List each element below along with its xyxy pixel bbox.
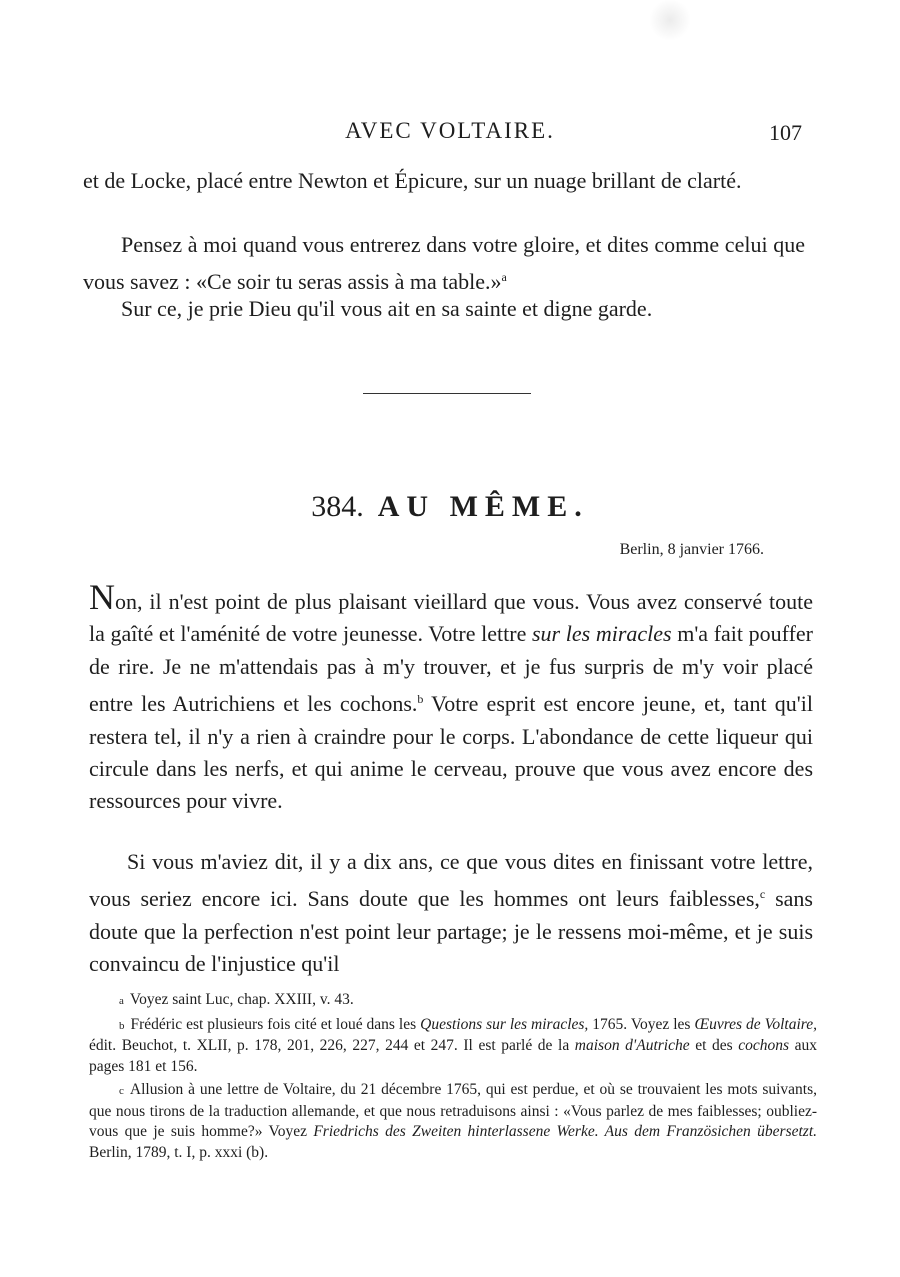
footnote-c-text-1: Allusion à une lettre de Voltaire, du 21 décembre 1765, qui est perdue, et où se trouvaient les mots suivants, que nous tirons de la traduction allemande, et que nous retraduisons ainsi : «Vous parlez de mes faiblesses; oubliez-vous que je suis homme?» Voyez — [89, 1081, 817, 1140]
footnote-mark-a: a — [119, 995, 124, 1007]
footnote-b-italic-4: cochons — [738, 1037, 790, 1054]
running-head — [0, 118, 900, 152]
letter-number: 384. — [311, 490, 364, 523]
footnote-b-italic-2: Œuvres de Voltaire, — [694, 1015, 818, 1033]
footnote-mark-b: b — [119, 1019, 125, 1032]
paragraph-continued: et de Locke, placé entre Newton et Épicure, sur un nuage brillant de clarté. — [83, 168, 742, 193]
drop-cap: N — [89, 577, 115, 617]
letter-p1-italic: sur les miracles — [531, 621, 672, 647]
ink-smudge — [648, 0, 692, 40]
dateline: Berlin, 8 janvier 1766. — [619, 541, 764, 558]
letter-p1-text-b: m'a fait pouffer de rire. Je ne m'attendais pas à m'y trouver, et je fus surpris de m'y voir placé entre les Autrichiens et les cochons. — [89, 621, 814, 717]
letter-p2-text-b: sans doute que la perfection n'est point leur partage; je le ressens moi-même, et je suis convaincu de l'injustice qu'il — [89, 886, 813, 977]
letter-heading — [0, 490, 900, 524]
footnote-a-text: Voyez saint Luc, chap. XXIII, v. 43. — [129, 991, 354, 1008]
paragraph-gloire-text: Pensez à moi quand vous entrerez dans votre gloire, et dites comme celui que vous savez : «Ce soir tu seras assis à ma table.» — [83, 232, 805, 294]
letter-title: AU MÊME. — [377, 490, 589, 523]
footnote-b-italic-3: maison d'Autriche — [574, 1037, 690, 1054]
footnote-mark-c: c — [119, 1085, 124, 1097]
footnote-b-text-3: édit. Beuchot, t. XLII, p. 178, 201, 226, 227, 244 et 247. Il est parlé de la — [89, 1037, 575, 1054]
footnote-b-text-1: Frédéric est plusieurs fois cité et loué dans les — [130, 1015, 421, 1033]
letter-paragraph-1 — [89, 577, 814, 818]
footnote-call-a: a — [501, 270, 507, 284]
footnote-a — [89, 990, 817, 1012]
footnote-c-italic-1: Friedrichs des Zweiten hinterlassene Werke. Aus dem Französichen übersetzt. — [313, 1123, 817, 1140]
paragraph-closing: Sur ce, je prie Dieu qu'il vous ait en sa sainte et digne garde. — [121, 296, 653, 321]
footnote-call-b: b — [417, 692, 424, 707]
paragraph-gloire — [83, 229, 805, 298]
letter-paragraph-2 — [89, 846, 813, 981]
footnote-c — [89, 1080, 817, 1163]
footnote-b-italic-1: Questions sur les miracles, — [420, 1015, 589, 1033]
letter-p1-text-c: Votre esprit est encore jeune, et, tant qu'il restera tel, il n'y a rien à craindre pour le corps. L'abondance de cette liqueur qui circule dans les nerfs, et qui anime le cerveau, prouve que vous avez encore des ressources pour vivre. — [89, 691, 813, 814]
footnote-b-text-5: aux pages 181 et 156. — [89, 1037, 817, 1075]
running-title: AVEC VOLTAIRE. — [345, 118, 555, 143]
letter-p1-text-a: on, il n'est point de plus plaisant vieillard que vous. Vous avez conservé toute la gaîté et l'aménité de votre jeunesse. Votre lettre — [89, 589, 813, 647]
footnote-b-text-4: et des — [689, 1037, 739, 1054]
page-number: 107 — [769, 120, 802, 145]
letter-p2-text-a: Si vous m'aviez dit, il y a dix ans, ce que vous dites en finissant votre lettre, vous seriez encore ici. Sans doute que les hommes ont leurs faiblesses, — [89, 849, 813, 912]
footnote-b-text-2: 1765. Voyez les — [588, 1015, 695, 1033]
footnote-call-c: c — [759, 887, 766, 902]
footnotes — [89, 990, 817, 1163]
footnote-b — [89, 1015, 817, 1078]
footnote-c-text-2: Berlin, 1789, t. I, p. xxxi (b). — [89, 1143, 269, 1161]
section-divider — [363, 393, 531, 394]
